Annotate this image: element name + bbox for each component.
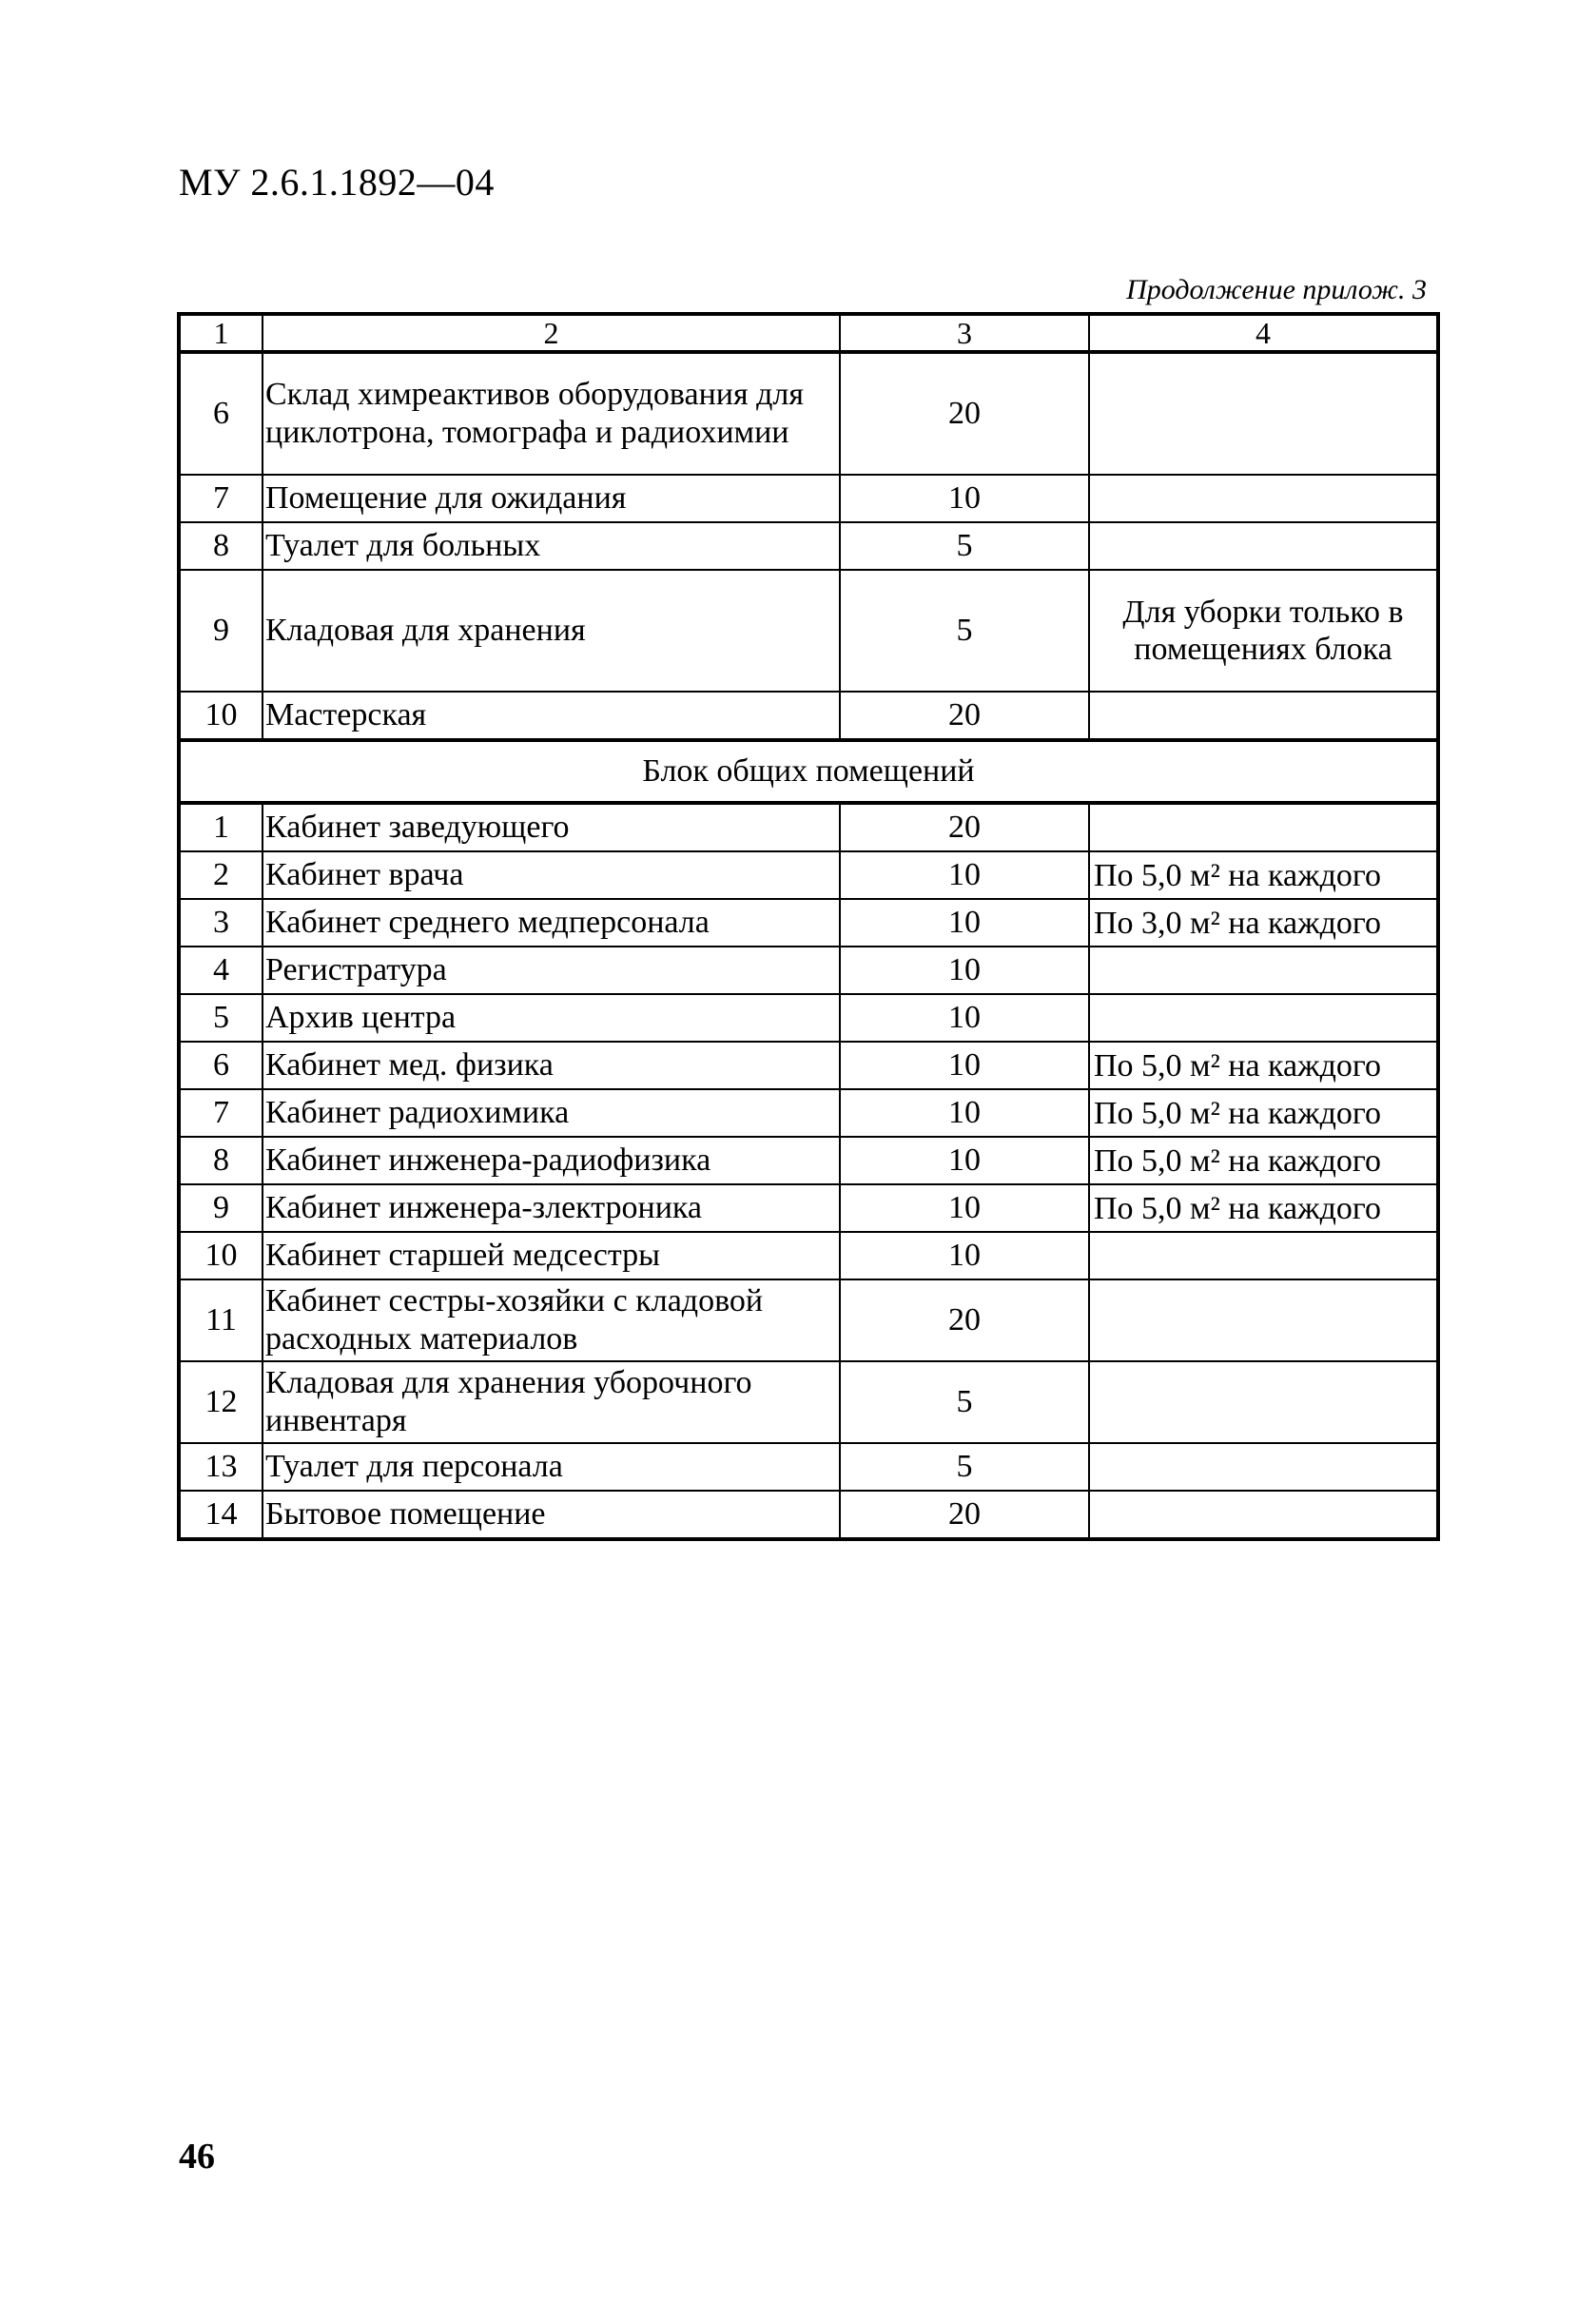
room-area: 10	[840, 1089, 1089, 1137]
table-row	[179, 570, 1438, 692]
table-row	[179, 994, 1438, 1042]
room-note	[1089, 352, 1438, 475]
room-area: 20	[840, 692, 1089, 740]
table-row	[179, 947, 1438, 994]
room-name: Кабинет инженера-злектроника	[263, 1184, 840, 1232]
room-note: По 5,0 м² на каждого	[1089, 1089, 1438, 1137]
room-name: Кладовая для хранения уборочного инвентаря	[263, 1361, 840, 1443]
document-code: МУ 2.6.1.1892—04	[179, 161, 495, 204]
room-area: 20	[840, 803, 1089, 851]
column-number: 1	[179, 314, 263, 352]
room-note	[1089, 1279, 1438, 1361]
room-note	[1089, 1491, 1438, 1539]
room-name: Регистратура	[263, 947, 840, 994]
room-name: Кабинет заведующего	[263, 803, 840, 851]
section-row	[179, 740, 1438, 803]
room-area: 10	[840, 1232, 1089, 1279]
room-name: Кабинет среднего медперсонала	[263, 899, 840, 947]
table-row	[179, 899, 1438, 947]
room-note	[1089, 1361, 1438, 1443]
row-number: 2	[179, 851, 263, 899]
row-number: 10	[179, 1232, 263, 1279]
continuation-label: Продолжение прилож. 3	[1126, 274, 1427, 305]
room-area: 20	[840, 352, 1089, 475]
room-note	[1089, 475, 1438, 522]
room-area: 10	[840, 1042, 1089, 1089]
room-note	[1089, 692, 1438, 740]
row-number: 4	[179, 947, 263, 994]
room-note	[1089, 994, 1438, 1042]
column-number-row	[179, 314, 1438, 352]
table-row	[179, 1232, 1438, 1279]
table-row	[179, 1042, 1438, 1089]
column-number: 3	[840, 314, 1089, 352]
room-name: Кабинет сестры-хозяйки с кладовой расходных материалов	[263, 1279, 840, 1361]
room-area: 10	[840, 851, 1089, 899]
row-number: 11	[179, 1279, 263, 1361]
table-row	[179, 1279, 1438, 1361]
room-area: 5	[840, 1443, 1089, 1491]
room-note: По 5,0 м² на каждого	[1089, 851, 1438, 899]
room-note: По 3,0 м² на каждого	[1089, 899, 1438, 947]
row-number: 6	[179, 352, 263, 475]
row-number: 6	[179, 1042, 263, 1089]
table-row	[179, 1184, 1438, 1232]
room-name: Кабинет инженера-радиофизика	[263, 1137, 840, 1184]
table-row	[179, 522, 1438, 570]
table-row	[179, 1137, 1438, 1184]
section-title: Блок общих помещений	[179, 740, 1438, 803]
room-note	[1089, 1443, 1438, 1491]
room-note	[1089, 1232, 1438, 1279]
room-name: Бытовое помещение	[263, 1491, 840, 1539]
row-number: 14	[179, 1491, 263, 1539]
row-number: 7	[179, 475, 263, 522]
table-row	[179, 475, 1438, 522]
row-number: 10	[179, 692, 263, 740]
room-note: Для уборки только в помещениях блока	[1089, 570, 1438, 692]
table-row	[179, 851, 1438, 899]
rooms-table	[177, 312, 1440, 1541]
room-name: Мастерская	[263, 692, 840, 740]
row-number: 12	[179, 1361, 263, 1443]
table-row	[179, 692, 1438, 740]
room-note	[1089, 803, 1438, 851]
table-row	[179, 1089, 1438, 1137]
room-area: 10	[840, 994, 1089, 1042]
room-name: Помещение для ожидания	[263, 475, 840, 522]
row-number: 7	[179, 1089, 263, 1137]
room-area: 5	[840, 570, 1089, 692]
room-name: Кабинет мед. физика	[263, 1042, 840, 1089]
row-number: 8	[179, 522, 263, 570]
room-name: Туалет для персонала	[263, 1443, 840, 1491]
room-note: По 5,0 м² на каждого	[1089, 1137, 1438, 1184]
row-number: 13	[179, 1443, 263, 1491]
row-number: 8	[179, 1137, 263, 1184]
row-number: 3	[179, 899, 263, 947]
room-area: 5	[840, 1361, 1089, 1443]
room-area: 5	[840, 522, 1089, 570]
row-number: 9	[179, 570, 263, 692]
room-note	[1089, 947, 1438, 994]
room-area: 20	[840, 1491, 1089, 1539]
room-name: Кабинет старшей медсестры	[263, 1232, 840, 1279]
column-number: 4	[1089, 314, 1438, 352]
room-area: 10	[840, 1184, 1089, 1232]
room-name: Кладовая для хранения	[263, 570, 840, 692]
room-name: Кабинет врача	[263, 851, 840, 899]
row-number: 9	[179, 1184, 263, 1232]
row-number: 1	[179, 803, 263, 851]
room-name: Туалет для больных	[263, 522, 840, 570]
page-number: 46	[179, 2137, 215, 2177]
room-note	[1089, 522, 1438, 570]
room-note: По 5,0 м² на каждого	[1089, 1042, 1438, 1089]
room-name: Кабинет радиохимика	[263, 1089, 840, 1137]
row-number: 5	[179, 994, 263, 1042]
room-area: 10	[840, 899, 1089, 947]
room-note: По 5,0 м² на каждого	[1089, 1184, 1438, 1232]
column-number: 2	[263, 314, 840, 352]
table-row	[179, 803, 1438, 851]
table-row	[179, 352, 1438, 475]
room-area: 10	[840, 1137, 1089, 1184]
table-row	[179, 1491, 1438, 1539]
room-area: 10	[840, 475, 1089, 522]
table-row	[179, 1361, 1438, 1443]
room-area: 10	[840, 947, 1089, 994]
table-row	[179, 1443, 1438, 1491]
room-area: 20	[840, 1279, 1089, 1361]
room-name: Склад химреактивов оборудования для циклотрона, томографа и радиохимии	[263, 352, 840, 475]
room-name: Архив центра	[263, 994, 840, 1042]
